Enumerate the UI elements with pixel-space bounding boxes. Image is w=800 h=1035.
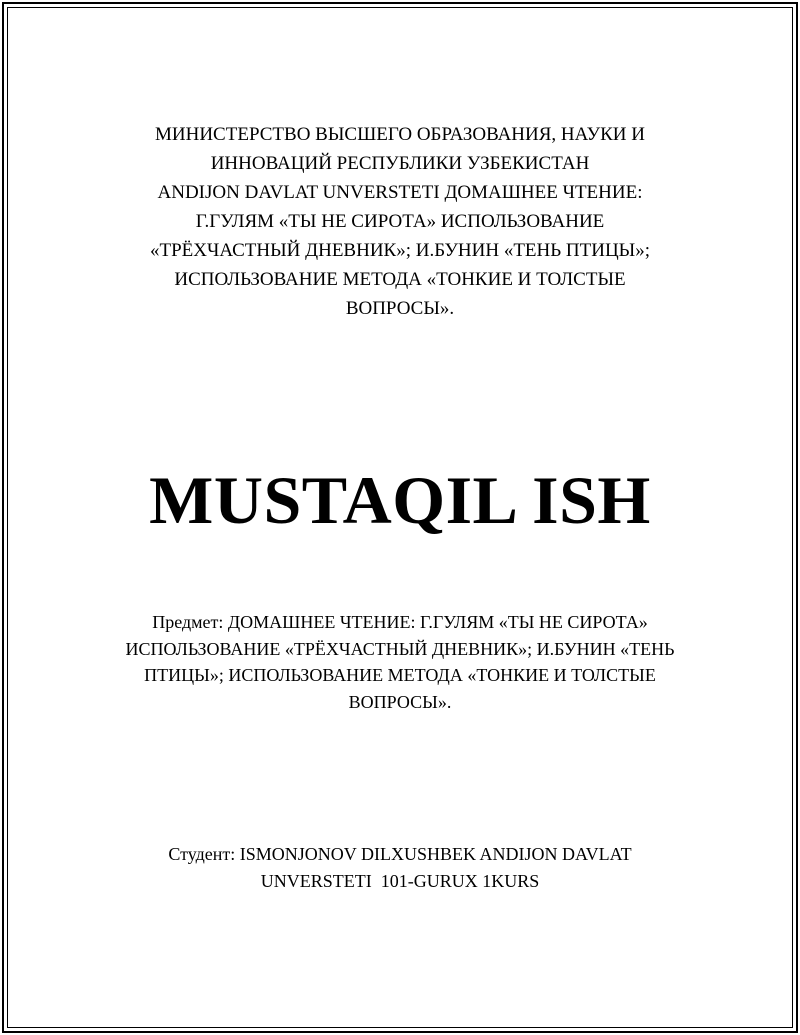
student-line: Студент: ISMONJONOV DILXUSHBEK ANDIJON DAVLAT <box>168 844 632 864</box>
subject-line: ИСПОЛЬЗОВАНИЕ «ТРЁХЧАСТНЫЙ ДНЕВНИК»; И.БУНИН «ТЕНЬ <box>125 638 675 659</box>
header-line: «ТРЁХЧАСТНЫЙ ДНЕВНИК»; И.БУНИН «ТЕНЬ ПТИЦЫ»; <box>149 240 651 261</box>
header-line: МИНИСТЕРСТВО ВЫСШЕГО ОБРАЗОВАНИЯ, НАУКИ И <box>155 124 645 145</box>
subject-block <box>0 609 800 715</box>
subject-line: ПТИЦЫ»; ИСПОЛЬЗОВАНИЕ МЕТОДА «ТОНКИЕ И ТОЛСТЫЕ <box>144 665 656 685</box>
header-line: Г.ГУЛЯМ «ТЫ НЕ СИРОТА» ИСПОЛЬЗОВАНИЕ <box>195 211 605 232</box>
student-block <box>0 841 800 894</box>
document-title: MUSTAQIL ISH <box>149 462 651 538</box>
header-line: ИННОВАЦИЙ РЕСПУБЛИКИ УЗБЕКИСТАН <box>210 153 590 174</box>
header-line: ANDIJON DAVLAT UNVERSTETI ДОМАШНЕЕ ЧТЕНИЕ: <box>157 182 643 203</box>
header-block <box>0 120 800 323</box>
header-line: ВОПРОСЫ». <box>345 298 455 319</box>
subject-line: Предмет: ДОМАШНЕЕ ЧТЕНИЕ: Г.ГУЛЯМ «ТЫ НЕ СИРОТА» <box>152 612 648 632</box>
header-line: ИСПОЛЬЗОВАНИЕ МЕТОДА «ТОНКИЕ И ТОЛСТЫЕ <box>174 269 626 290</box>
subject-line: ВОПРОСЫ». <box>348 691 452 712</box>
student-line: UNVERSTETI 101-GURUX 1KURS <box>260 870 540 891</box>
